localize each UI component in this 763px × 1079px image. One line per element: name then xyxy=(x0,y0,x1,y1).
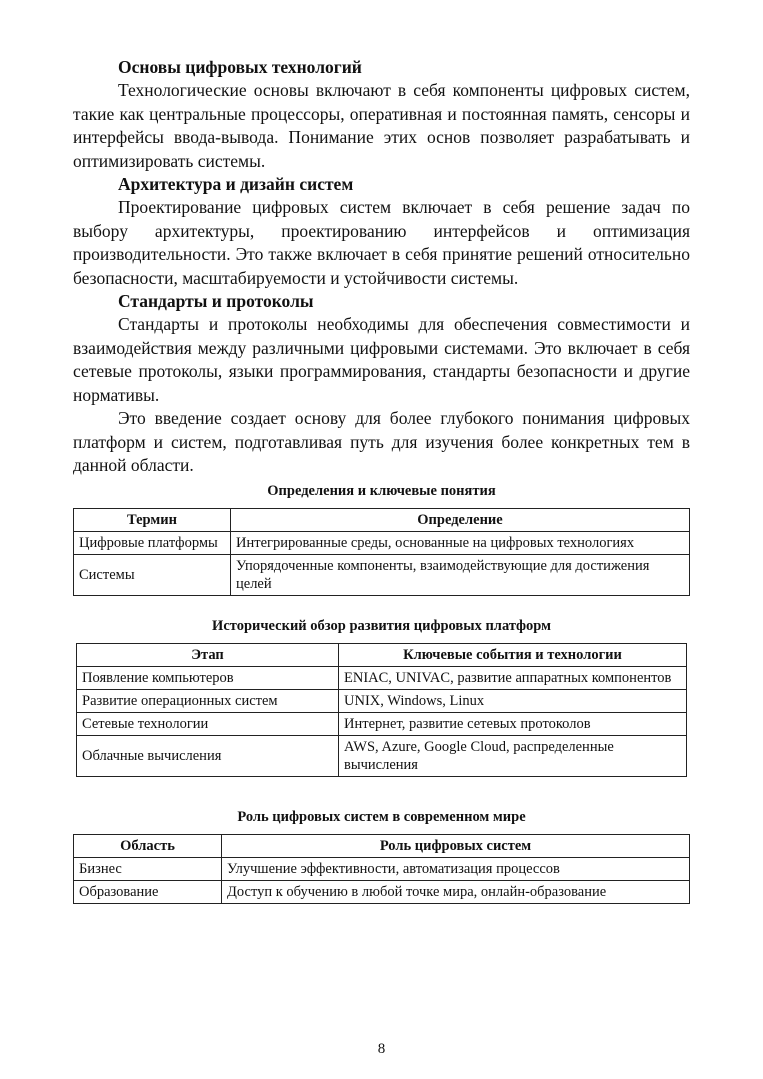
table-row xyxy=(74,554,690,595)
definitions-table xyxy=(73,508,690,596)
table-header-row xyxy=(74,508,690,531)
table-cell: AWS, Azure, Google Cloud, распределенные вычисления xyxy=(339,735,687,776)
table-cell: Интегрированные среды, основанные на цифровых технологиях xyxy=(231,531,690,554)
table-row xyxy=(77,689,687,712)
column-header: Этап xyxy=(77,643,339,666)
table-caption: Определения и ключевые понятия xyxy=(267,482,496,499)
table-row xyxy=(74,531,690,554)
table-caption: Роль цифровых систем в современном мире xyxy=(237,808,526,825)
section-heading: Архитектура и дизайн систем xyxy=(118,174,354,194)
table-header-row xyxy=(77,643,687,666)
table-cell: Сетевые технологии xyxy=(77,712,339,735)
table-cell: Цифровые платформы xyxy=(74,531,231,554)
table-row xyxy=(74,880,690,903)
table-row xyxy=(74,857,690,880)
section-paragraph: Проектирование цифровых систем включает в себя решение задач по выбору архитектуры, проектированию интерфейсов и оптимизация производительности. Это также включает в себя принятие решений относительно безопасности, масштабируемости и устойчивости системы. xyxy=(73,197,690,288)
role-table xyxy=(73,834,690,904)
table-cell: Интернет, развитие сетевых протоколов xyxy=(339,712,687,735)
page-number: 8 xyxy=(377,1041,386,1057)
table-cell: Улучшение эффективности, автоматизация процессов xyxy=(222,857,690,880)
page-body xyxy=(73,56,690,904)
column-header: Роль цифровых систем xyxy=(222,834,690,857)
column-header: Термин xyxy=(74,508,231,531)
table-row xyxy=(77,712,687,735)
table-cell: Облачные вычисления xyxy=(77,735,339,776)
section-paragraph: Стандарты и протоколы необходимы для обеспечения совместимости и взаимодействия между различными цифровыми системами. Это включает в себя сетевые протоколы, языки программирования, стандарты безопасности и другие нормативы. xyxy=(73,314,690,405)
section-paragraph: Технологические основы включают в себя компоненты цифровых систем, такие как центральные процессоры, оперативная и постоянная память, сенсоры и интерфейсы ввода-вывода. Понимание этих основ позволяет разрабатывать и оптимизировать системы. xyxy=(73,80,690,171)
table-cell: Образование xyxy=(74,880,222,903)
table-cell: Развитие операционных систем xyxy=(77,689,339,712)
column-header: Определение xyxy=(231,508,690,531)
table-row xyxy=(77,666,687,689)
table-cell: Появление компьютеров xyxy=(77,666,339,689)
table-cell: Системы xyxy=(74,554,231,595)
section-heading: Стандарты и протоколы xyxy=(118,291,314,311)
column-header: Область xyxy=(74,834,222,857)
table-caption: Исторический обзор развития цифровых платформ xyxy=(212,617,551,634)
history-table xyxy=(76,643,687,777)
table-row xyxy=(77,735,687,776)
table-cell: UNIX, Windows, Linux xyxy=(339,689,687,712)
table-cell: Бизнес xyxy=(74,857,222,880)
table-cell: Доступ к обучению в любой точке мира, онлайн-образование xyxy=(222,880,690,903)
column-header: Ключевые события и технологии xyxy=(339,643,687,666)
conclusion-paragraph: Это введение создает основу для более глубокого понимания цифровых платформ и систем, подготавливая путь для изучения более конкретных тем в данной области. xyxy=(73,408,690,475)
table-header-row xyxy=(74,834,690,857)
table-cell: Упорядоченные компоненты, взаимодействующие для достижения целей xyxy=(231,554,690,595)
table-cell: ENIAC, UNIVAC, развитие аппаратных компонентов xyxy=(339,666,687,689)
section-heading: Основы цифровых технологий xyxy=(118,57,362,77)
